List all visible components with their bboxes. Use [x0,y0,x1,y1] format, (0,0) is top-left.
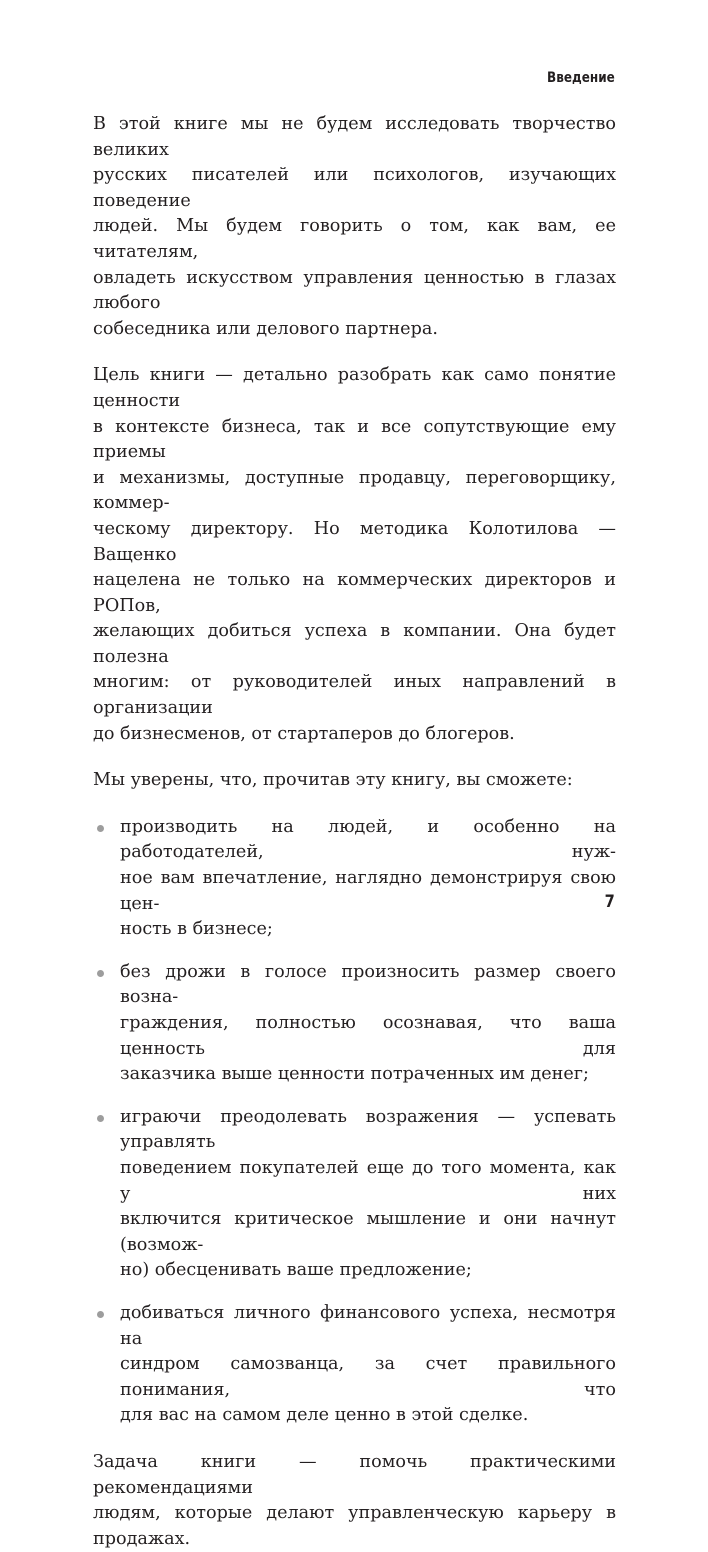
text-line: играючи преодолевать возражения — успевать управлять [120,1106,616,1153]
running-head: Введение [547,70,615,86]
bullet-icon [97,1311,104,1318]
text-line: до бизнесменов, от стартаперов до блогеров. [93,723,515,744]
text-line: ческому директору. Но методика Колотилова — Ващенко [93,518,616,565]
text-line: поведением покупателей еще до того момента, как у них [120,1157,616,1204]
page-number: 7 [604,892,615,912]
text-line: желающих добиться успеха в компании. Она будет полезна [93,621,616,667]
text-line: нацелена не только на коммерческих директоров и РОПов, [93,570,616,616]
text-line: собеседника или делового партнера. [93,318,438,339]
list-item [93,815,616,943]
text-line: ность в бизнесе; [120,919,273,940]
paragraph-list-intro [93,768,616,794]
text-line: но) обесценивать ваше предложение; [120,1260,472,1281]
paragraph-goal [93,363,616,747]
list-item [93,1301,616,1429]
paragraph-intro [93,112,616,342]
text-line: людей. Мы будем говорить о том, как вам, ее читателям, [93,216,616,262]
list-item [93,960,616,1088]
text-line: людям, которые делают управленческую карьеру в продажах. [93,1503,616,1549]
text-line: овладеть искусством управления ценностью в глазах любого [93,267,616,314]
text-line: Мы уверены, что, прочитав эту книгу, вы сможете: [93,770,573,791]
body-text [93,112,616,1552]
text-line: ное вам впечатление, наглядно демонстрируя свою цен- [120,868,616,914]
text-line: Задача книги — помочь практическими рекомендациями [93,1451,616,1498]
bullet-list [93,815,616,1429]
text-line: и механизмы, доступные продавцу, переговорщику, коммер- [93,467,616,514]
text-line: для вас на самом деле ценно в этой сделке. [120,1405,529,1426]
text-line: синдром самозванца, за счет правильного понимания, что [120,1354,616,1400]
text-line: добиваться личного финансового успеха, несмотря на [120,1302,616,1349]
text-line: многим: от руководителей иных направлений в организации [93,672,616,719]
bullet-icon [97,1115,104,1122]
list-item [93,1105,616,1284]
bullet-icon [97,825,104,832]
text-line: Цель книги — детально разобрать как само понятие ценности [93,365,616,411]
text-line: без дрожи в голосе произносить размер своего возна- [120,961,616,1008]
text-line: В этой книге мы не будем исследовать творчество великих [93,114,616,160]
text-line: в контексте бизнеса, так и все сопутствующие ему приемы [93,416,616,463]
bullet-icon [97,970,104,977]
text-line: русских писателей или психологов, изучающих поведение [93,165,616,211]
text-line: производить на людей, и особенно на работодателей, нуж- [120,816,616,863]
text-line: заказчика выше ценности потраченных им денег; [120,1064,589,1085]
text-line: включится критическое мышление и они начнут (возмож- [120,1209,616,1255]
text-line: граждения, полностью осознавая, что ваша ценность для [120,1013,616,1059]
paragraph-task [93,1450,616,1552]
